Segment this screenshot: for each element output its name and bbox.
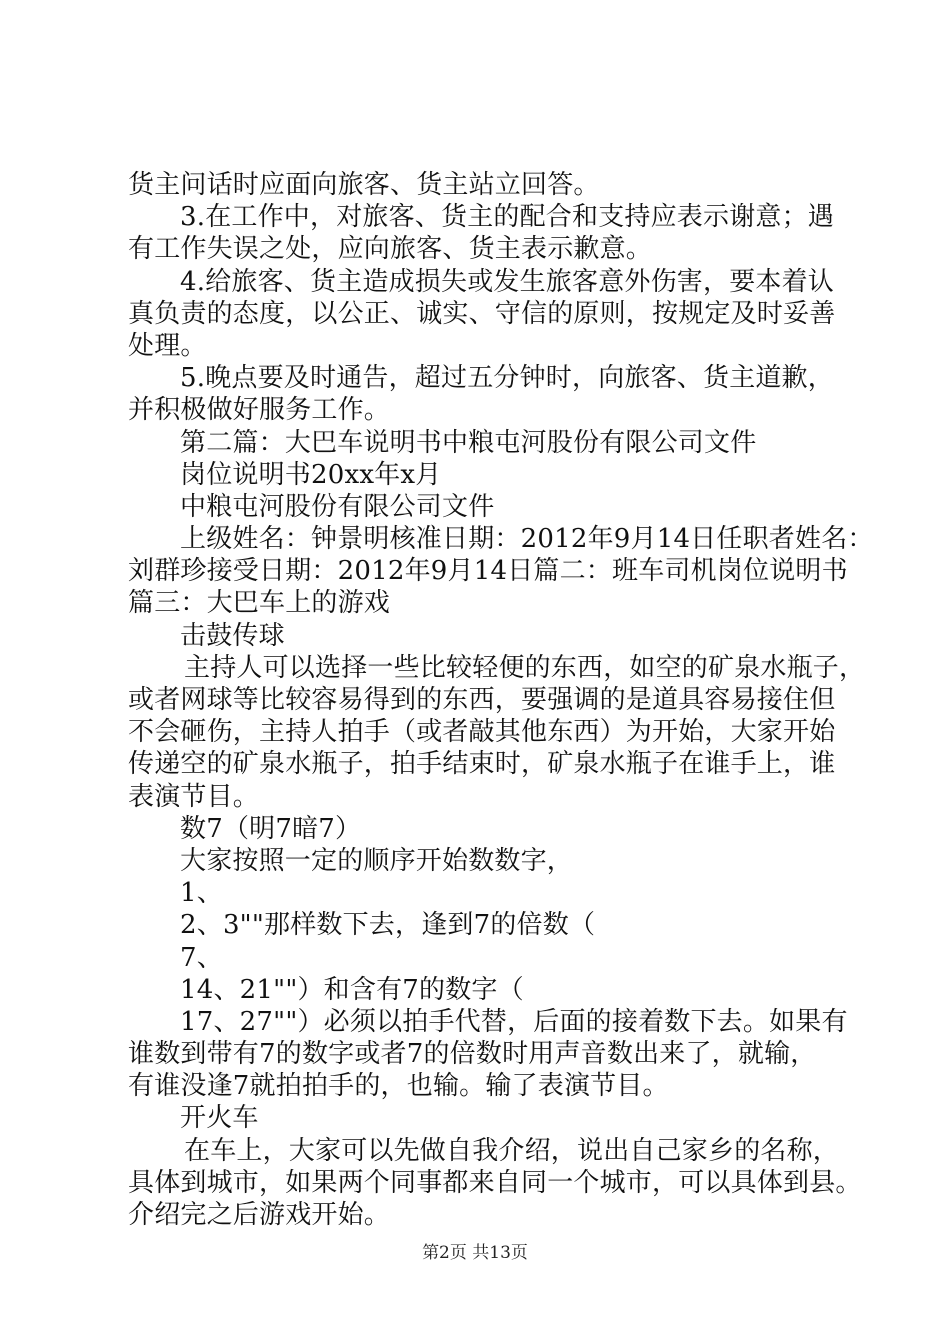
text-line: 具体到城市，如果两个同事都来自同一个城市，可以具体到县。 [128, 1167, 862, 1198]
text-line: 岗位说明书20xx年x月 [180, 459, 442, 490]
text-line: 主持人可以选择一些比较轻便的东西，如空的矿泉水瓶子， [184, 652, 866, 683]
text-line: 传递空的矿泉水瓶子，拍手结束时，矿泉水瓶子在谁手上，谁 [128, 749, 836, 780]
text-line: 刘群珍接受日期：2012年9月14日篇二：班车司机岗位说明书 [128, 556, 848, 587]
text-line: 17、27""）必须以拍手代替，后面的接着数下去。如果有 [180, 1006, 848, 1037]
section-heading: 第二篇：大巴车说明书中粮屯河股份有限公司文件 [180, 427, 757, 458]
page-number: 第2页 共13页 [422, 1243, 528, 1263]
text-line: 并积极做好服务工作。 [128, 395, 391, 426]
text-line: 1、 [180, 878, 223, 909]
text-line: 表演节目。 [128, 781, 260, 812]
text-line: 中粮屯河股份有限公司文件 [180, 491, 495, 522]
text-line: 4.给旅客、货主造成损失或发生旅客意外伤害，要本着认 [180, 266, 835, 297]
section-heading: 篇三：大巴车上的游戏 [128, 588, 391, 619]
text-line: 谁数到带有7的数字或者7的倍数时用声音数出来了，就输， [128, 1039, 817, 1070]
text-line: 大家按照一定的顺序开始数数字， [180, 845, 574, 876]
text-line: 3.在工作中，对旅客、货主的配合和支持应表示谢意；遇 [180, 202, 835, 233]
text-line: 有谁没逢7就拍拍手的，也输。输了表演节目。 [128, 1071, 669, 1102]
text-line: 或者网球等比较容易得到的东西，要强调的是道具容易接住但 [128, 685, 836, 715]
text-line: 有工作失误之处，应向旅客、货主表示歉意。 [128, 234, 653, 265]
subheading: 开火车 [180, 1103, 259, 1134]
text-line: 货主问话时应面向旅客、货主站立回答。 [128, 170, 600, 200]
body-text [128, 169, 874, 1231]
text-line: 介绍完之后游戏开始。 [128, 1200, 391, 1230]
text-line: 上级姓名：钟景明核准日期：2012年9月14日任职者姓名： [180, 524, 874, 555]
text-line: 7、 [180, 942, 223, 973]
text-line: 14、21""）和含有7的数字（ [180, 974, 524, 1005]
text-line: 2、3""那样数下去，逢到7的倍数（ [180, 910, 596, 941]
text-line: 在车上，大家可以先做自我介绍，说出自己家乡的名称， [184, 1135, 840, 1166]
text-line: 不会砸伤，主持人拍手（或者敲其他东西）为开始，大家开始 [128, 717, 836, 748]
subheading: 数7（明7暗7） [180, 813, 362, 844]
text-line: 5.晚点要及时通告，超过五分钟时，向旅客、货主道歉， [180, 363, 835, 394]
text-line: 处理。 [128, 330, 207, 361]
subheading: 击鼓传球 [180, 620, 285, 651]
text-line: 真负责的态度，以公正、诚实、守信的原则，按规定及时妥善 [128, 298, 836, 329]
